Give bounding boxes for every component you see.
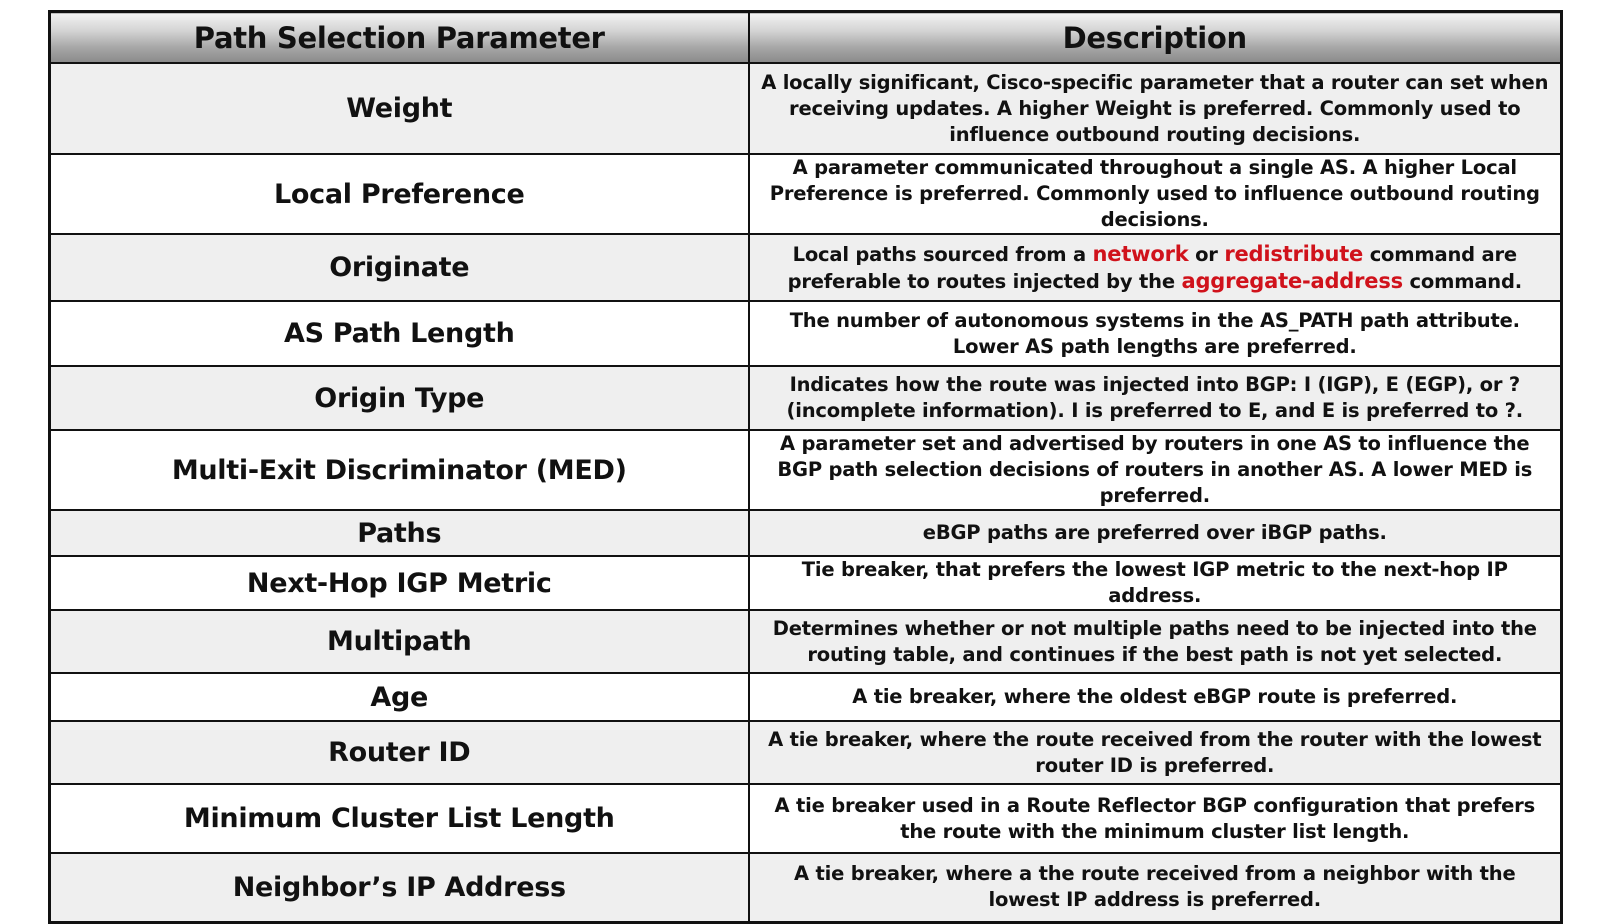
description-cell: The number of autonomous systems in the AS_PATH path attribute. Lower AS path lengths are preferred. [749,301,1562,366]
keyword-network: network [1092,241,1189,266]
description-text: command are preferable to routes injected by the [787,242,1517,293]
table-row-originate [50,234,1562,301]
table-row-med [50,430,1562,510]
description-cell: eBGP paths are preferred over iBGP paths. [749,510,1562,556]
table-row-neighbors-ip-address [50,853,1562,922]
header-description: Description [749,12,1562,64]
table-row-next-hop-igp-metric [50,556,1562,610]
parameter-cell: Multipath [50,610,749,673]
table-row-age [50,673,1562,721]
table-row-router-id [50,721,1562,784]
parameter-cell: Originate [50,234,749,301]
description-text: Local paths sourced from a [792,242,1093,266]
description-cell: A tie breaker, where a the route received from a neighbor with the lowest IP address is preferred. [749,853,1562,922]
description-text: or [1188,242,1225,266]
bgp-path-selection-table-container [48,10,1560,924]
description-cell: A tie breaker, where the route received from the router with the lowest router ID is preferred. [749,721,1562,784]
parameter-cell: Neighbor’s IP Address [50,853,749,922]
description-cell: A parameter communicated throughout a single AS. A higher Local Preference is preferred. Commonly used to influence outbound routing decisions. [749,154,1562,234]
description-cell: A parameter set and advertised by routers in one AS to influence the BGP path selection decisions of routers in another AS. A lower MED is preferred. [749,430,1562,510]
description-cell: Tie breaker, that prefers the lowest IGP metric to the next-hop IP address. [749,556,1562,610]
description-cell [749,234,1562,301]
table-row-local-preference [50,154,1562,234]
keyword-aggregate-address: aggregate-address [1181,268,1403,293]
table-row-weight [50,63,1562,154]
keyword-redistribute: redistribute [1224,241,1364,266]
parameter-cell: Multi-Exit Discriminator (MED) [50,430,749,510]
header-path-selection-parameter: Path Selection Parameter [50,12,749,64]
parameter-cell: Minimum Cluster List Length [50,784,749,853]
parameter-cell: Router ID [50,721,749,784]
parameter-cell: Next-Hop IGP Metric [50,556,749,610]
description-text: command. [1402,269,1522,293]
description-cell: Determines whether or not multiple paths need to be injected into the routing table, and continues if the best path is not yet selected. [749,610,1562,673]
parameter-cell: Paths [50,510,749,556]
table-row-multipath [50,610,1562,673]
table-row-paths [50,510,1562,556]
bgp-path-selection-table [48,10,1563,924]
description-cell: Indicates how the route was injected into BGP: I (IGP), E (EGP), or ? (incomplete information). I is preferred to E, and E is preferred to ?. [749,366,1562,430]
table-row-as-path-length [50,301,1562,366]
parameter-cell: Age [50,673,749,721]
description-cell: A tie breaker used in a Route Reflector BGP configuration that prefers the route with the minimum cluster list length. [749,784,1562,853]
parameter-cell: Weight [50,63,749,154]
table-header-row [50,12,1562,64]
description-cell: A tie breaker, where the oldest eBGP route is preferred. [749,673,1562,721]
table-row-origin-type [50,366,1562,430]
description-cell: A locally significant, Cisco-specific parameter that a router can set when receiving updates. A higher Weight is preferred. Commonly used to influence outbound routing decisions. [749,63,1562,154]
parameter-cell: AS Path Length [50,301,749,366]
table-row-minimum-cluster-list-length [50,784,1562,853]
parameter-cell: Origin Type [50,366,749,430]
parameter-cell: Local Preference [50,154,749,234]
